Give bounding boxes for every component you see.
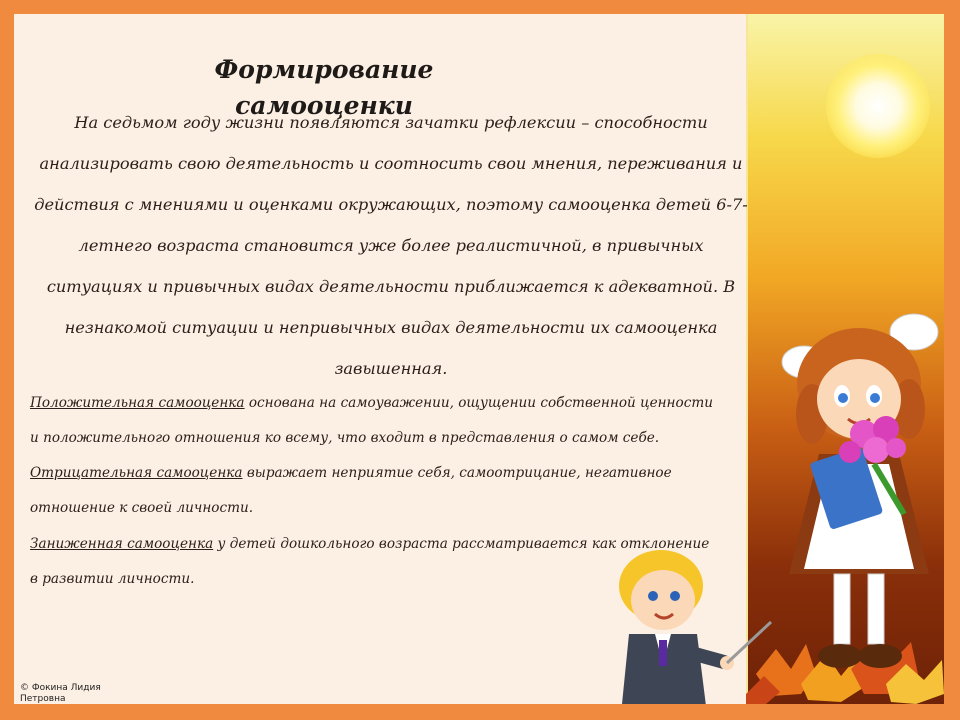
page-title: Формирование самооценки bbox=[214, 55, 434, 120]
term-low-self-esteem: Заниженная самооценка bbox=[30, 536, 214, 552]
text-positive-self-esteem: основана на самоуважении, ощущении собственной ценности и положительного отношения ко всему, что входит в представления о самом себе. bbox=[30, 395, 713, 446]
sun-icon bbox=[826, 54, 930, 158]
copyright-text: © Фокина Лидия Петровна bbox=[20, 683, 101, 704]
main-paragraph: На седьмом году жизни появляются зачатки рефлексии – способности анализировать свою деятельность и соотносить свои мнения, переживания и действия с мнениями и оценками окружающих, поэтому самооценка детей 6-7-летнего возраста становится уже более реалистичной, в привычных ситуациях и привычных видах деятельности приближается к адекватной. В незнакомой ситуации и непривычных видах деятельности их самооценка завышенная. bbox=[34, 113, 748, 378]
paragraph-self-esteem-types bbox=[30, 386, 720, 526]
schoolgirl-illustration bbox=[764, 304, 944, 694]
term-positive-self-esteem: Положительная самооценка bbox=[30, 395, 245, 411]
term-negative-self-esteem: Отрицательная самооценка bbox=[30, 465, 243, 481]
slide bbox=[14, 14, 944, 704]
text-low-self-esteem: у детей дошкольного возраста рассматривается как отклонение в развитии личности. bbox=[30, 536, 710, 587]
text-negative-self-esteem: выражает неприятие себя, самоотрицание, негативное отношение к своей личности. bbox=[30, 465, 672, 516]
paragraph-low-self-esteem bbox=[30, 527, 720, 597]
